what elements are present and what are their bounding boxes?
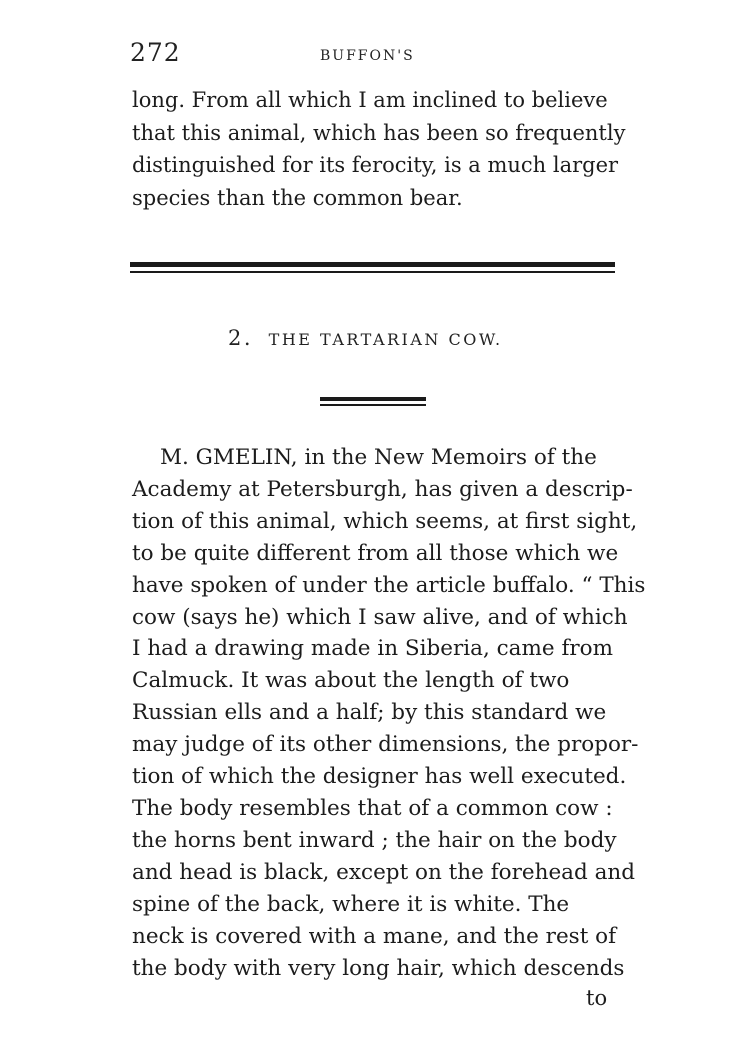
text-line: Academy at Petersburgh, has given a descrip- — [132, 476, 633, 502]
text-line: tion of which the designer has well executed. — [132, 764, 627, 790]
text-line: may judge of its other dimensions, the propor- — [132, 732, 639, 758]
text-line: Calmuck. It was about the length of two — [132, 668, 570, 694]
article-paragraph — [132, 442, 645, 984]
running-head: BUFFON'S — [320, 48, 415, 64]
section-divider-thick — [130, 262, 615, 267]
text-line: to be quite different from all those which we — [132, 540, 619, 566]
text-line: and head is black, except on the forehead and — [132, 859, 636, 885]
text-line: cow (says he) which I saw alive, and of which — [132, 604, 628, 630]
catchword: to — [586, 986, 608, 1010]
text-line: Russian ells and a half; by this standard we — [132, 700, 607, 726]
text-line: I had a drawing made in Siberia, came from — [132, 636, 614, 662]
section-title: THE TARTARIAN COW. — [268, 330, 503, 349]
continued-paragraph — [132, 84, 625, 214]
section-number: 2. — [228, 326, 254, 350]
text-line: that this animal, which has been so frequently — [132, 120, 626, 145]
text-line: M. GMELIN, in the New Memoirs of the — [160, 445, 597, 470]
text-line: distinguished for its ferocity, is a much larger — [132, 153, 619, 177]
section-heading — [228, 326, 503, 350]
text-line: the body with very long hair, which descends — [132, 955, 625, 981]
heading-rule-thick — [320, 397, 426, 401]
text-line: tion of this animal, which seems, at first sight, — [132, 508, 638, 534]
text-line: neck is covered with a mane, and the rest of — [132, 923, 617, 949]
text-line: the horns bent inward ; the hair on the body — [132, 827, 617, 853]
heading-rule-thin — [320, 404, 426, 406]
text-line: long. From all which I am inclined to believe — [132, 88, 608, 112]
section-divider-thin — [130, 271, 615, 273]
page-number: 272 — [130, 38, 181, 67]
text-line: The body resembles that of a common cow : — [132, 795, 613, 821]
text-line: spine of the back, where it is white. The — [132, 891, 570, 917]
text-line: species than the common bear. — [132, 185, 463, 210]
text-line: have spoken of under the article buffalo. “ This — [132, 572, 646, 598]
